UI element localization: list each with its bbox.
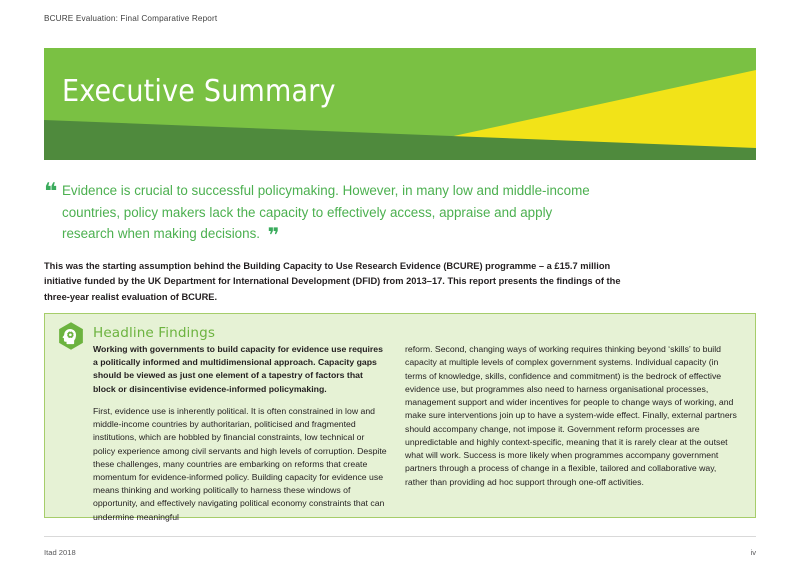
footer-page-number: iv [750,548,756,557]
intro-paragraph: This was the starting assumption behind the Building Capacity to Use Research Evidence (BCURE) programme – a £15.7 million initiative funded by the UK Department for International Development (DFID) from 2013–17. This report presents the findings of the three-year realist evaluation of BCURE. [44,261,621,302]
headline-findings-title: Headline Findings [93,325,216,341]
findings-body-right: reform. Second, changing ways of working requires thinking beyond ‘skills’ to build capacity at multiple levels of complex government systems. Individual capacity (in terms of knowledge, skills, confidence and commitment) is the bedrock of effective evidence use, but programmes also need to harness organisational processes, management support and wider incentives for people to change ways of working, and make sure interventions join up to have a system-wide effect. Finally, external partners should accompany change, not impose it. Government reform processes are unpredictable and highly context-specific, meaning that it is rarely clear at the outset what will work. Success is more likely when programmes accompany government partners through a process of change in a flexible, tailored and collaborative way, rather than providing ad hoc support through one-off activities. [405,344,737,487]
quote-open-icon: ❝ [44,179,57,205]
findings-column-right [397,343,757,524]
headline-findings-box [44,313,756,522]
findings-body-left: First, evidence use is inherently political. It is often constrained in low and middle-income countries by authoritarian, politicised and fragmented institutions, which are hobbled by financial constraints, low technical or policy experience among civil servants and high levels of corruption. Despite these challenges, many countries are embarking on reforms that create momentum for evidence-informed policy. Building capacity for evidence use means thinking and working politically to harness these windows of opportunity, and effectively navigating political economy constraints that can undermine meaningful [93,405,387,522]
section-banner [44,48,756,160]
footer-divider [44,536,756,537]
pull-quote-body: Evidence is crucial to successful policymaking. However, in many low and middle-income countries, policy makers lack the capacity to effectively access, appraise and apply research when making decisions. [62,183,590,242]
pull-quote-text: Evidence is crucial to successful policymaking. However, in many low and middle-income countries, policy makers lack the capacity to effectively access, appraise and apply research when making decisions. ❞ [62,183,590,248]
pull-quote [44,179,604,248]
findings-lead-text: Working with governments to build capacity for evidence use requires a politically informed and multidimensional approach. Capacity gaps should be viewed as just one element of a tapestry of factors that block or disincentivise evidence-informed policymaking. [93,344,383,394]
page-title: Executive Summary [62,74,336,109]
findings-column-left [45,343,397,524]
footer-copyright: Itad 2018 [44,548,76,557]
running-head: BCURE Evaluation: Final Comparative Report [44,14,218,23]
findings-columns [45,343,757,524]
